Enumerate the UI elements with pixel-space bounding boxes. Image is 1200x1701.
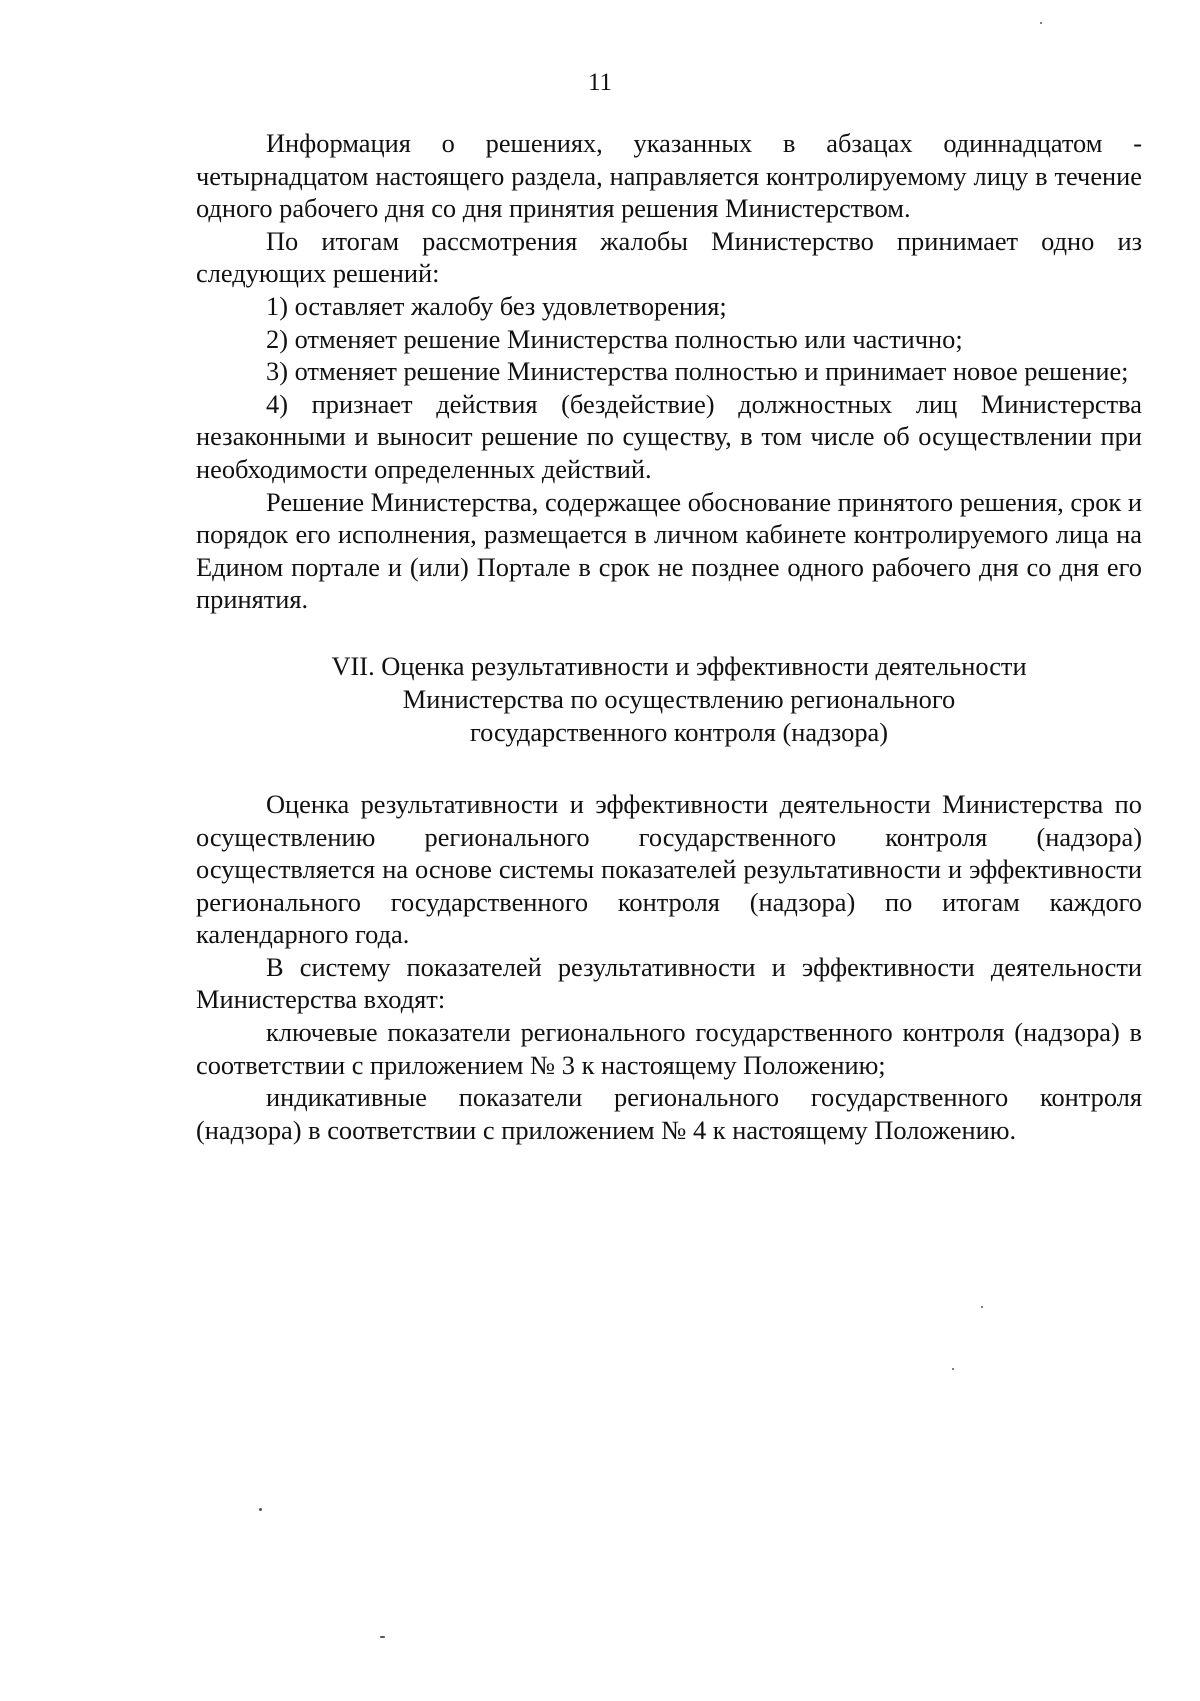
scan-speck	[981, 1306, 983, 1308]
scan-speck	[380, 1636, 385, 1638]
list-item-3: 3) отменяет решение Министерства полностью и принимает новое решение;	[266, 356, 1129, 387]
paragraph-indicator-system: В систему показателей результативности и эффективности деятельности Министерства входят:	[196, 951, 1142, 1015]
paragraph-decision-publication: Решение Министерства, содержащее обоснование принятого решения, срок и порядок его исполнения, размещается в личном кабинете контролируемого лица на Едином портале и (или) Портале в срок не позднее одного рабочего дня со дня его принятия.	[196, 486, 1142, 615]
paragraph-evaluation: Оценка результативности и эффективности деятельности Министерства по осуществлению регионального государственного контроля (надзора) осуществляется на основе системы показателей результативности и эффективности регионального государственного контроля (надзора) по итогам каждого календарного года.	[196, 788, 1142, 950]
scan-speck	[1040, 22, 1042, 24]
section-heading-line-1: VII. Оценка результативности и эффективности деятельности	[331, 650, 1027, 681]
scan-speck	[952, 1368, 954, 1370]
scan-speck	[259, 1508, 262, 1511]
list-item-1: 1) оставляет жалобу без удовлетворения;	[266, 290, 727, 321]
paragraph-decision-info: Информация о решениях, указанных в абзацах одиннадцатом - четырнадцатом настоящего раздела, направляется контролируемому лицу в течение одного рабочего дня со дня принятия решения Министерством.	[196, 128, 1142, 224]
section-heading	[196, 650, 1142, 749]
paragraph-indicative-indicators: индикативные показатели регионального государственного контроля (надзора) в соответствии с приложением № 4 к настоящему Положению.	[196, 1082, 1142, 1145]
section-heading-line-3: государственного контроля (надзора)	[469, 716, 889, 747]
document-body	[196, 127, 1142, 1146]
section-heading-line-2: Министерства по осуществлению регионального	[402, 683, 956, 714]
list-item-2: 2) отменяет решение Министерства полностью или частично;	[266, 323, 963, 354]
paragraph-complaint-results: По итогам рассмотрения жалобы Министерство принимает одно из следующих решений:	[196, 225, 1142, 289]
list-item-4: 4) признает действия (бездействие) должностных лиц Министерства незаконными и выносит решение по существу, в том числе об осуществлении при необходимости определенных действий.	[196, 388, 1142, 484]
paragraph-key-indicators: ключевые показатели регионального государственного контроля (надзора) в соответствии с приложением № 3 к настоящему Положению;	[196, 1017, 1142, 1080]
page-number: 11	[587, 69, 613, 96]
